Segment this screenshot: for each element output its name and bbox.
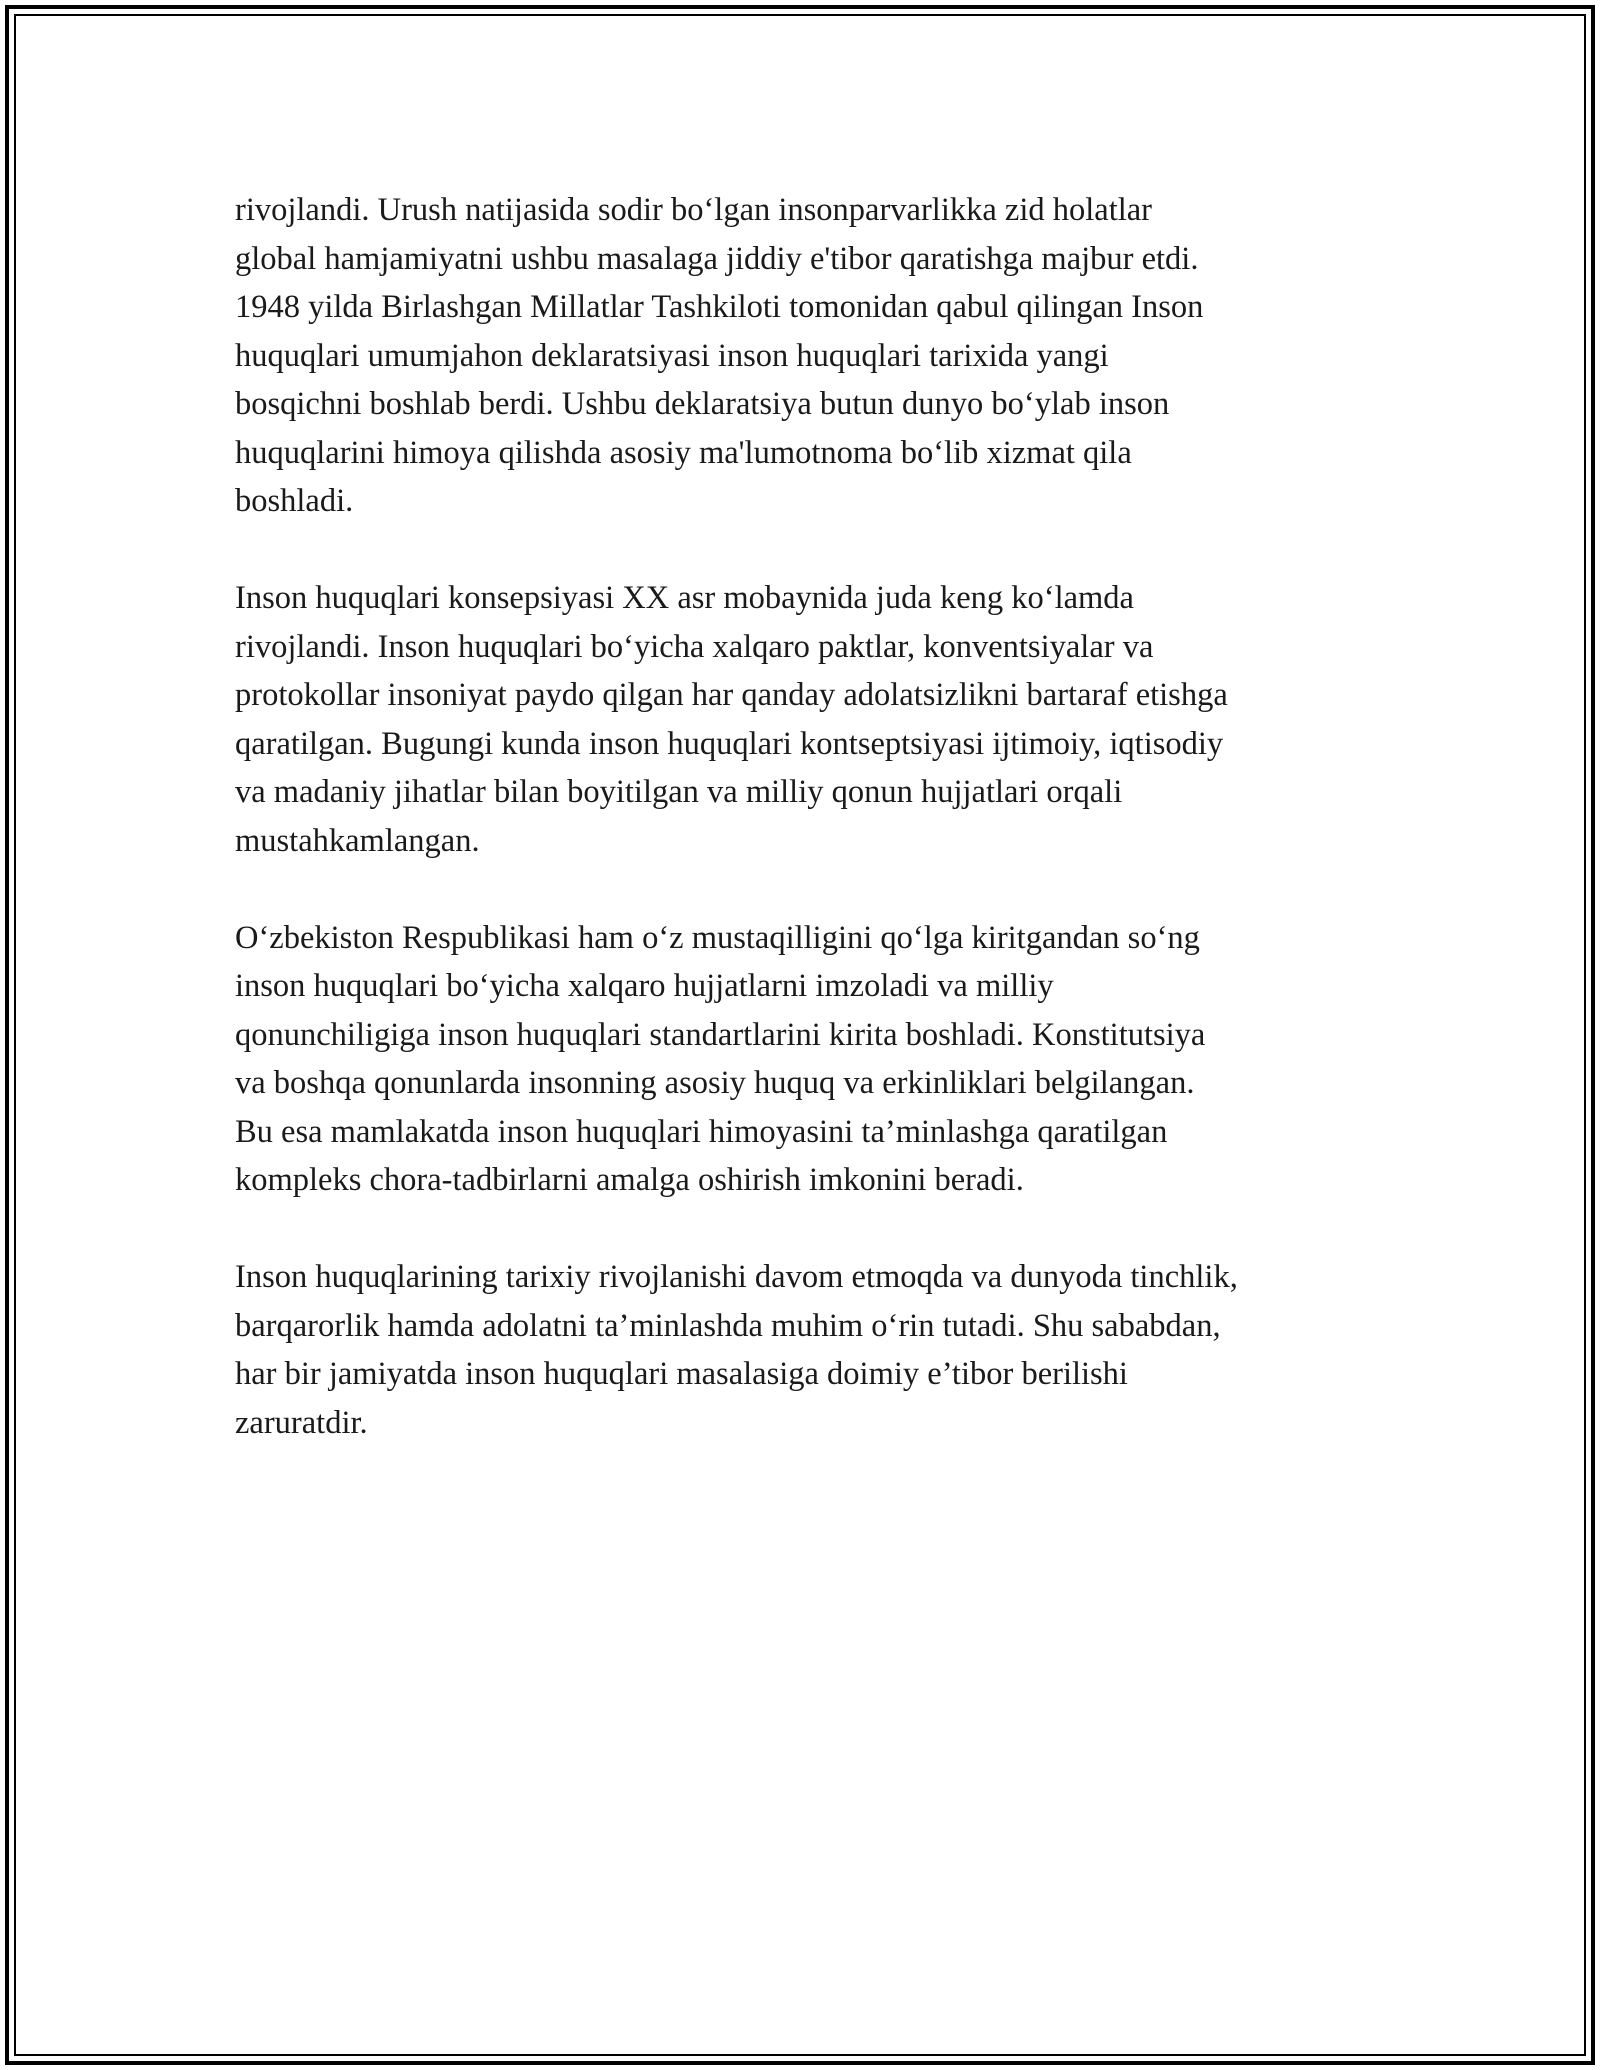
text-line: rivojlandi. Urush natijasida sodir bo‘lgan insonparvarlikka zid holatlar [235, 192, 1152, 228]
text-line: protokollar insoniyat paydo qilgan har qanday adolatsizlikni bartaraf etishga [235, 677, 1228, 713]
text-line: 1948 yilda Birlashgan Millatlar Tashkiloti tomonidan qabul qilingan Inson [235, 289, 1204, 325]
paragraph-4 [235, 1253, 1375, 1447]
text-line: qonunchiligiga inson huquqlari standartlarini kirita boshladi. Konstitutsiya [235, 1016, 1206, 1053]
text-line: global hamjamiyatni ushbu masalaga jiddiy e'tibor qaratishga majbur etdi. [235, 240, 1199, 277]
text-line: inson huquqlari bo‘yicha xalqaro hujjatlarni imzoladi va milliy [235, 968, 1054, 1004]
text-line: har bir jamiyatda inson huquqlari masalasiga doimiy e’tibor berilishi [235, 1356, 1128, 1392]
text-line: zaruratdir. [235, 1404, 368, 1441]
text-line: Bu esa mamlakatda inson huquqlari himoyasini ta’minlashga qaratilgan [235, 1113, 1168, 1150]
document-body [235, 186, 1375, 1496]
text-line: va madaniy jihatlar bilan boyitilgan va milliy qonun hujjatlari orqali [235, 774, 1123, 810]
text-line: rivojlandi. Inson huquqlari bo‘yicha xalqaro paktlar, konventsiyalar va [235, 628, 1154, 665]
paragraph-3 [235, 914, 1375, 1205]
text-line: barqarorlik hamda adolatni ta’minlashda muhim o‘rin tutadi. Shu sababdan, [235, 1307, 1221, 1344]
text-line: qaratilgan. Bugungi kunda inson huquqlari kontseptsiyasi ijtimoiy, iqtisodiy [235, 725, 1224, 762]
text-line: Inson huquqlarining tarixiy rivojlanishi davom etmoqda va dunyoda tinchlik, [235, 1259, 1238, 1295]
text-line: kompleks chora-tadbirlarni amalga oshirish imkonini beradi. [235, 1162, 1024, 1198]
paragraph-2 [235, 574, 1375, 865]
text-line: huquqlarini himoya qilishda asosiy ma'lumotnoma bo‘lib xizmat qila [235, 434, 1132, 471]
text-line: O‘zbekiston Respublikasi ham o‘z mustaqilligini qo‘lga kiritgandan so‘ng [235, 919, 1200, 956]
paragraph-1 [235, 186, 1375, 526]
text-line: va boshqa qonunlarda insonning asosiy huquq va erkinliklari belgilangan. [235, 1065, 1195, 1101]
text-line: mustahkamlangan. [235, 822, 480, 859]
text-line: boshladi. [235, 483, 354, 519]
text-line: bosqichni boshlab berdi. Ushbu deklaratsiya butun dunyo bo‘ylab inson [235, 386, 1170, 422]
text-line: Inson huquqlari konsepsiyasi XX asr mobaynida juda keng ko‘lamda [235, 580, 1134, 616]
text-line: huquqlari umumjahon deklaratsiyasi inson huquqlari tarixida yangi [235, 337, 1109, 374]
